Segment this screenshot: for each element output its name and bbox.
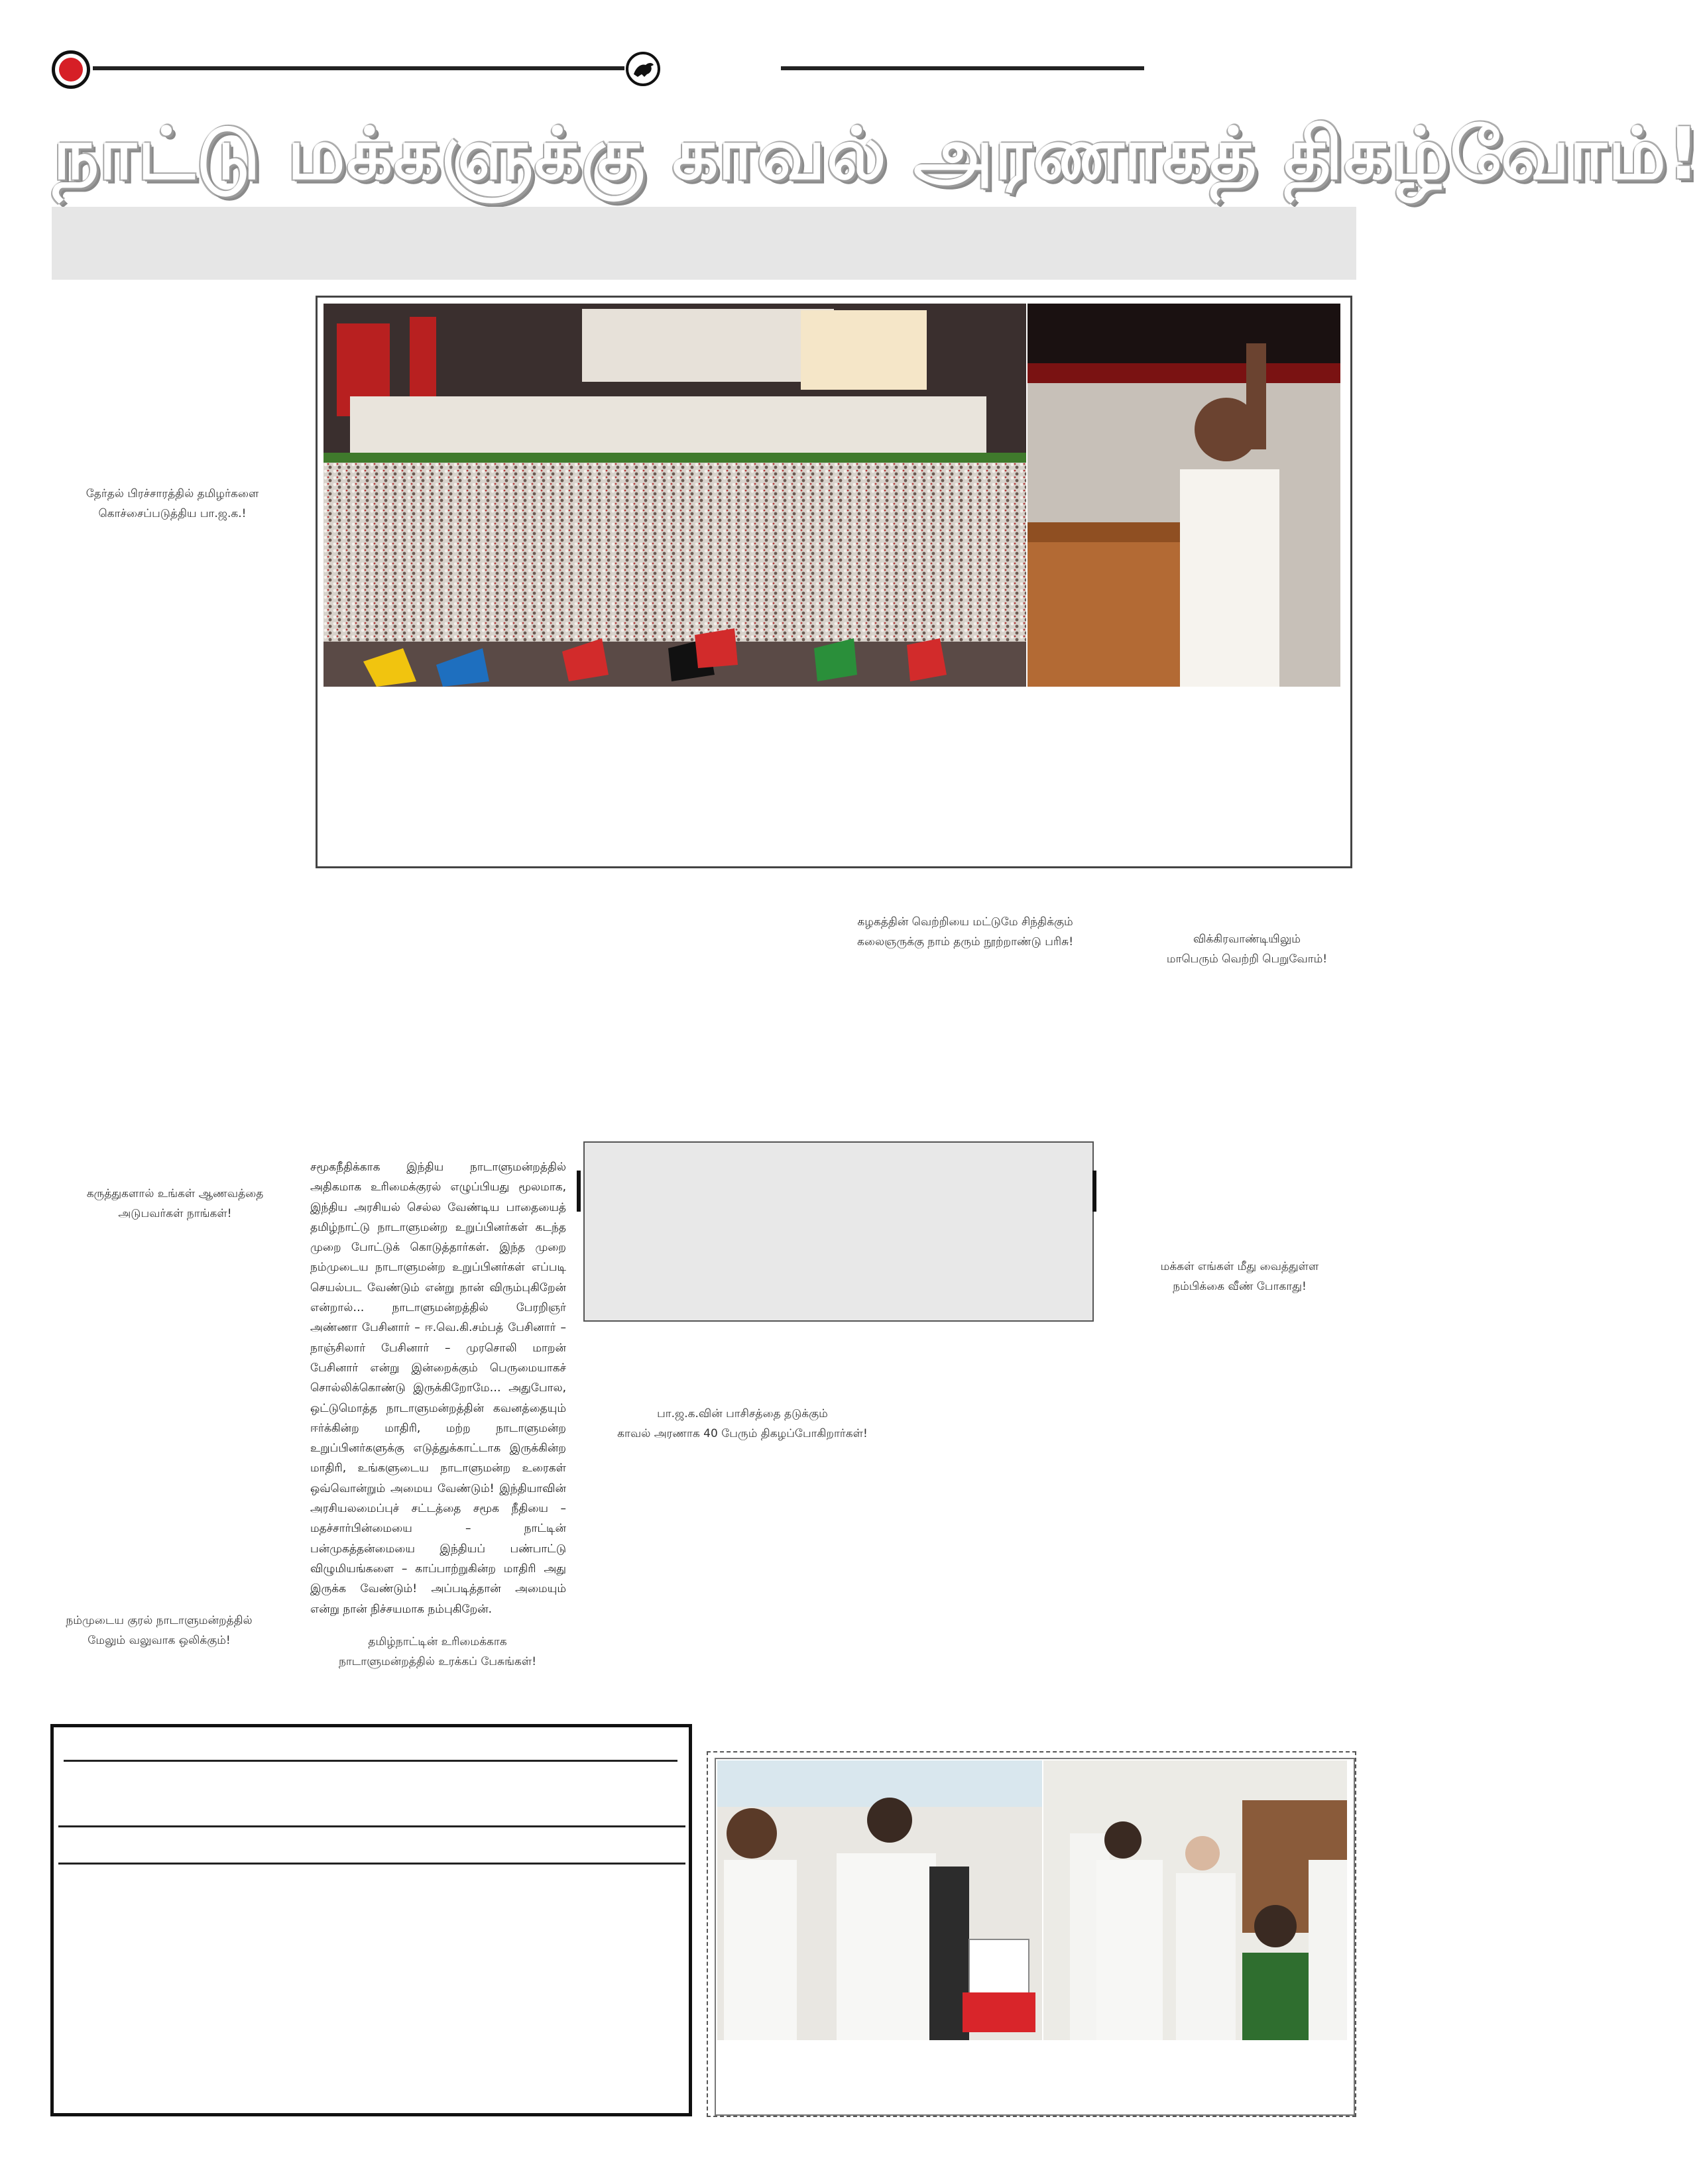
caption-right-mid: மக்கள் எங்கள் மீது வைத்துள்ள நம்பிக்கை வீண் போகாது! xyxy=(1160,1260,1319,1293)
visit-photo-right xyxy=(1043,1760,1347,2040)
pull-quote-box xyxy=(583,1141,1094,1322)
pull-quote-bar-left xyxy=(577,1171,581,1212)
caption-left-top: தேர்தல் பிரச்சாரத்தில் தமிழர்களை கொச்சைப்படுத்திய பா.ஜ.க.! xyxy=(86,487,259,520)
caption-body-bottom: தமிழ்நாட்டின் உரிமைக்காக நாடாளுமன்றத்தில் உரக்கப் பேசுங்கள்! xyxy=(338,1635,537,1668)
header-rule-right xyxy=(781,66,1144,70)
box-rule-2 xyxy=(58,1825,685,1827)
caption-left-low: நம்முடைய குரல் நாடாளுமன்றத்தில் மேலும் வலுவாக ஒலிக்கும்! xyxy=(66,1614,253,1647)
caption-mid-right-1: கழகத்தின் வெற்றியை மட்டுமே சிந்திக்கும் கலைஞருக்கு நாம் தரும் நூற்றாண்டு பரிசு! xyxy=(856,915,1074,948)
caption-left-mid: கருத்துகளால் உங்கள் ஆணவத்தை அடுபவர்கள் நாங்கள்! xyxy=(86,1187,264,1220)
rally-photo xyxy=(323,304,1026,687)
box-rule-1 xyxy=(64,1760,677,1762)
party-emblem-icon xyxy=(626,52,660,86)
caption-center-low: பா.ஜ.க.வின் பாசிசத்தை தடுக்கும் காவல் அரணாக 40 பேரும் திகழப்போகிறார்கள்! xyxy=(617,1407,868,1440)
headline: நாட்டு மக்களுக்கு காவல் அரணாகத் திகழ்வோம்! xyxy=(53,113,1701,196)
visit-photo-left xyxy=(717,1760,1042,2040)
header-rule-left xyxy=(93,66,624,70)
bottom-left-box xyxy=(50,1724,692,2116)
speaker-photo xyxy=(1027,304,1340,687)
article-body: சமூகநீதிக்காக இந்திய நாடாளுமன்றத்தில் அதிகமாக உரிமைக்குரல் எழுப்பியது மூலமாக, இந்திய அரசியல் செல்ல வேண்டிய பாதையைத் தமிழ்நாட்டு நாடாளுமன்ற உறுப்பினர்கள் கடந்த முறை போட்டுக் கொடுத்தார்கள். இந்த முறை நம்முடைய நாடாளுமன்ற உறுப்பினர்கள் எப்படி செயல்பட வேண்டும் என்று நான் விரும்புகிறேன் என்றால்… நாடாளுமன்றத்தில் பேரறிஞர் அண்ணா பேசினார் – ஈ.வெ.கி.சம்பத் பேசினார் – நாஞ்சிலார் பேசினார் – முரசொலி மாறன் பேசினார் என்று இன்றைக்கும் பெருமையாகச் சொல்லிக்கொண்டு இருக்கிறோமே… அதுபோல, ஒட்டுமொத்த நாடாளுமன்றத்தின் கவனத்தையும் ஈர்க்கின்ற மாதிரி, மற்ற நாடாளுமன்ற உறுப்பினர்களுக்கு எடுத்துக்காட்டாக இருக்கின்ற மாதிரி, உங்களுடைய நாடாளுமன்ற உரைகள் ஒவ்வொன்றும் அமைய வேண்டும்! இந்தியாவின் அரசியலமைப்புச் சட்டத்தை சமூக நீதியை –மதச்சார்பின்மையை – நாட்டின் பன்முகத்தன்மையை இந்தியப் பண்பாட்டு விழுமியங்களை – காப்பாற்றுகின்ற மாதிரி அது இருக்க வேண்டும்! அப்படித்தான் அமையும் என்று நான் நிச்சயமாக நம்புகிறேன். xyxy=(310,1161,566,1616)
pull-quote-bar-right xyxy=(1092,1171,1096,1212)
masthead-logo-circle xyxy=(52,50,90,89)
box-rule-3 xyxy=(58,1863,685,1865)
caption-mid-right-2: விக்கிரவாண்டியிலும் மாபெரும் வெற்றி பெறுவோம்! xyxy=(1166,933,1328,966)
subheadline-band xyxy=(52,207,1356,280)
